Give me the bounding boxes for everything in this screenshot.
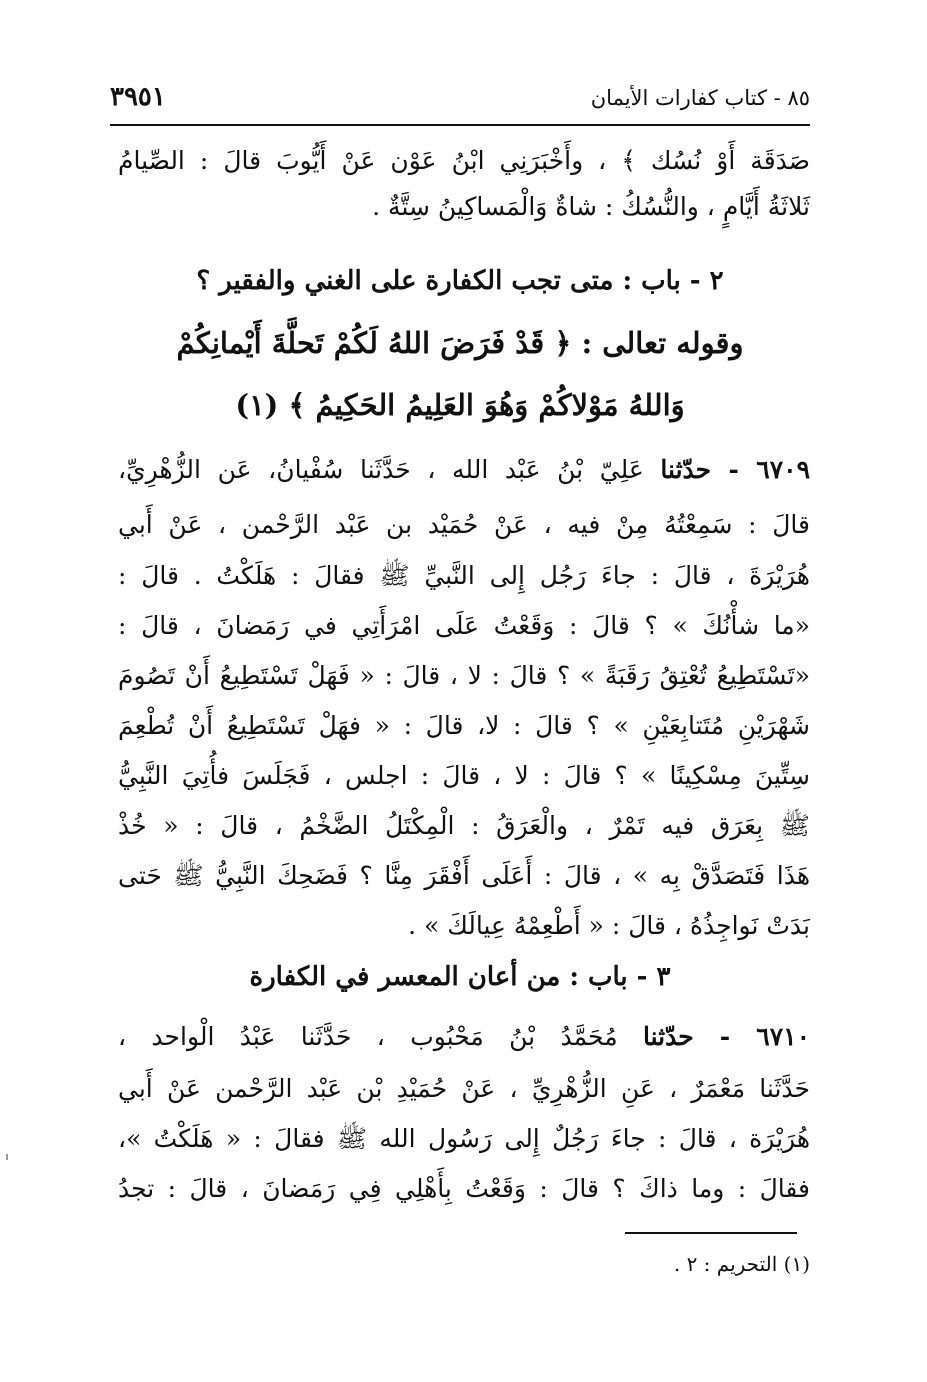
hadith-number: ٦٧١٠ - حدّثنا bbox=[642, 1022, 811, 1051]
hadith-opening-line bbox=[118, 455, 810, 485]
verse-line: وقوله تعالى : ﴿ قَدْ فَرَضَ اللهُ لَكُمْ تَحلَّةَ أَيْمانِكُمْ bbox=[176, 326, 744, 360]
footnote-rule bbox=[625, 1232, 797, 1234]
text-line: قالَ : سَمِعْتُهُ مِنْ فيه ، عَنْ حُمَيْد بن عَبْد الرَّحْمن ، عَنْ أَبي bbox=[118, 510, 810, 539]
verse-line: وَاللهُ مَوْلاكُمْ وَهُوَ العَلِيمُ الحَكِيمُ ﴾ (١) bbox=[235, 388, 685, 422]
hadith-number: ٦٧٠٩ - حدّثنا bbox=[660, 455, 810, 484]
text-line: فقالَ : وما ذاكَ ؟ قالَ : وَقَعْتُ بِأَهْلِي فِي رَمَضانَ ، قالَ : تجدُ bbox=[118, 1174, 810, 1203]
text-line: هُرَيْرَةَ ، قالَ : جاءَ رَجُل إِلى النَّبيِّ ﷺ فقالَ : هَلَكْتُ . قالَ : bbox=[118, 561, 810, 590]
text-line: ثَلاثَةُ أَيَّامٍ ، والنُّسُكُ : شاةٌ وَالْمَساكِينُ سِتَّةٌ . bbox=[372, 192, 810, 221]
footnote: (١) التحريم : ٢ . bbox=[673, 1252, 810, 1276]
chapter-heading: ٢ - باب : متى تجب الكفارة على الغني والفقير ؟ bbox=[196, 266, 724, 296]
text-line: حَدَّثَنا مَعْمَرٌ ، عَنِ الزُّهْرِيِّ ، عَنْ حُمَيْدِ بْن عَبْد الرَّحْمن عَنْ أَبي bbox=[118, 1074, 810, 1103]
text-line: ﷺ بِعَرَق فيه تَمْرٌ ، والْعَرَقُ : الْمِكْتَلُ الضَّخْمُ ، قالَ : « خُذْ bbox=[118, 811, 810, 840]
text-line: «تَسْتَطِيعُ تُعْتِقُ رَقَبَةً » ؟ قالَ : لا ، قالَ : « فَهَلْ تَسْتَطِيعُ أَنْ تَصُومَ bbox=[118, 661, 810, 690]
page-number: ٣٩٥١ bbox=[110, 82, 166, 112]
chapter-heading: ٣ - باب : من أعان المعسر في الكفارة bbox=[249, 962, 671, 992]
hadith-opening-line bbox=[118, 1022, 810, 1052]
hadith-chain: مُحَمَّدُ بْنُ مَحْبُوب ، حَدَّثَنا عَبْدُ الْواحد ، bbox=[118, 1022, 618, 1051]
scan-mark bbox=[6, 1154, 8, 1160]
text-line: «ما شأْنُكَ » ؟ قالَ : وَقَعْتُ عَلَى امْرَأَتِي في رَمَضانَ ، قالَ : bbox=[118, 611, 810, 640]
header-rule bbox=[110, 124, 810, 126]
text-line: بَدَتْ نَواجِذُهُ ، قالَ : « أَطْعِمْهُ عِيالَكَ » . bbox=[408, 911, 810, 940]
page-header bbox=[110, 80, 810, 120]
running-title: ٨٥ - كتاب كفارات الأيمان bbox=[590, 86, 810, 110]
text-line: سِتِّينَ مِسْكِينًا » ؟ قالَ : لا ، قالَ : اجلس ، فَجَلَسَ فأُتِيَ النَّبِيُّ bbox=[118, 761, 810, 790]
text-line: هُرَيْرَة ، قالَ : جاءَ رَجُلٌ إِلى رَسُول الله ﷺ فقالَ : « هَلَكْتُ »، bbox=[118, 1124, 810, 1153]
text-line: شَهْرَيْنِ مُتَتابِعَيْنِ » ؟ قالَ : لا، قالَ : « فهَلْ تَسْتَطِيعُ أَنْ تُطْعِمَ bbox=[118, 711, 810, 740]
hadith-chain: عَلِيّ بْنُ عَبْد الله ، حَدَّثَنا سُفْيانُ، عَن الزُّهْرِيِّ، bbox=[118, 455, 644, 484]
text-line: هَذَا فَتَصَدَّقْ بِه » ، قالَ : أَعَلَى أَفْقَرَ مِنَّا ؟ فَضَحِكَ النَّبِيُّ ﷺ حَتى bbox=[118, 861, 810, 890]
text-line: صَدَقَة أَوْ نُسُك ﴾ ، وأَخْبَرَنِي ابْنُ عَوْن عَنْ أَيُّوبَ قالَ : الصِّيامُ bbox=[118, 146, 810, 175]
